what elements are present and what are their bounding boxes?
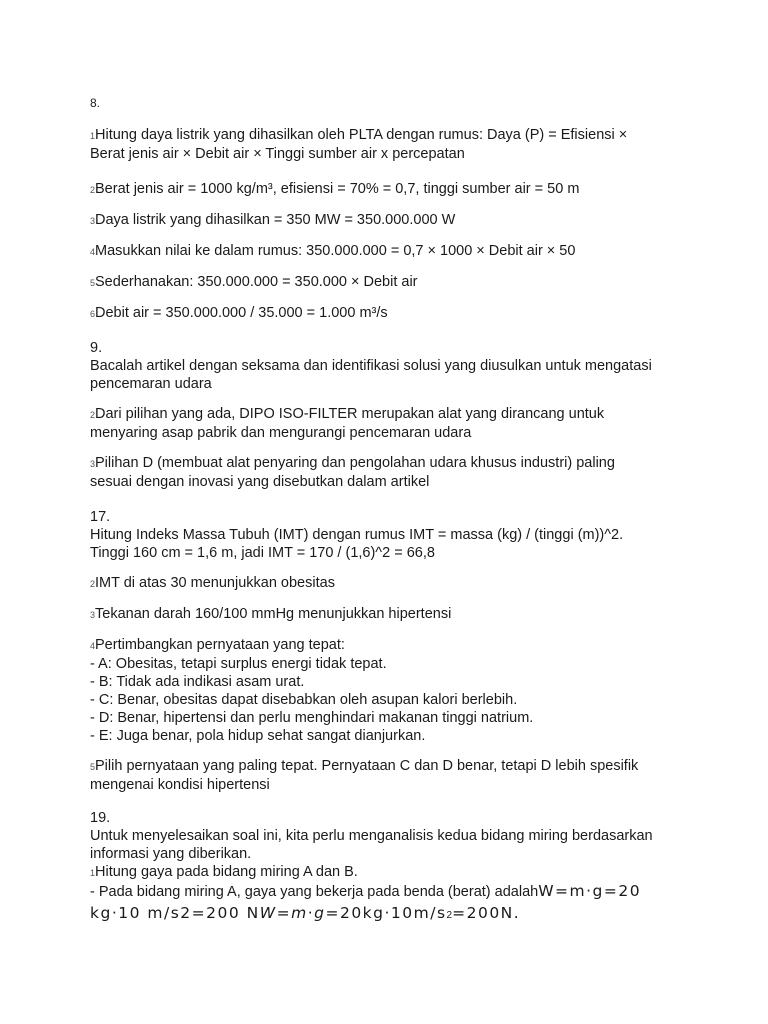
- step-text: menyaring asap pabrik dan mengurangi pencemaran udara: [90, 425, 472, 441]
- math-variable: m: [291, 904, 308, 922]
- step-number: 4: [90, 641, 96, 651]
- step-number: 5: [90, 278, 96, 288]
- step-number: 6: [90, 309, 96, 319]
- question-19: [90, 809, 690, 882]
- q8-step-2: [90, 180, 690, 199]
- math-superscript: 2: [446, 910, 453, 921]
- q9-step-3: [90, 454, 690, 491]
- step-text: mengenai kondisi hipertensi: [90, 777, 270, 793]
- step-text: Daya listrik yang dihasilkan = 350 MW = 350.000.000 W: [95, 212, 456, 228]
- step-text: Berat jenis air = 1000 kg/m³, efisiensi = 70% = 0,7, tinggi sumber air = 50 m: [95, 181, 580, 197]
- question-9: [90, 339, 690, 393]
- step-text: Masukkan nilai ke dalam rumus: 350.000.000 = 0,7 × 1000 × Debit air × 50: [95, 243, 576, 259]
- q9-step-2: [90, 405, 690, 442]
- math-symbol: ·: [307, 904, 315, 922]
- step-text: Hitung gaya pada bidang miring A dan B.: [95, 864, 358, 880]
- question-8-number: 8.: [90, 96, 101, 110]
- math-variable: W: [259, 904, 277, 922]
- step-text: Sederhanakan: 350.000.000 = 350.000 × Debit air: [95, 274, 418, 290]
- math-expression: W=m·g=20: [538, 882, 642, 900]
- math-symbol: =: [276, 904, 292, 922]
- option-line: - E: Juga benar, pola hidup sehat sangat dianjurkan.: [90, 728, 426, 744]
- question-9-number: 9.: [90, 340, 103, 356]
- step-number: 3: [90, 459, 96, 469]
- step-number: 3: [90, 610, 96, 620]
- question-17-number: 17.: [90, 509, 111, 525]
- step-number: 3: [90, 216, 96, 226]
- q8-step-3: [90, 211, 690, 230]
- step-text: Dari pilihan yang ada, DIPO ISO-FILTER merupakan alat yang dirancang untuk: [95, 406, 605, 422]
- option-line: - C: Benar, obesitas dapat disebabkan oleh asupan kalori berlebih.: [90, 692, 518, 708]
- step-number: 2: [90, 579, 96, 589]
- step-text: Tekanan darah 160/100 mmHg menunjukkan hipertensi: [95, 606, 452, 622]
- step-text: Hitung daya listrik yang dihasilkan oleh PLTA dengan rumus: Daya (P) = Efisiensi ×: [95, 127, 628, 143]
- step-text: IMT di atas 30 menunjukkan obesitas: [95, 575, 335, 591]
- q19-weight-line: [90, 880, 768, 924]
- q8-step-1: [90, 126, 690, 163]
- step-number: 5: [90, 762, 96, 772]
- question-19-number: 19.: [90, 810, 111, 826]
- q9-intro-line: Bacalah artikel dengan seksama dan identifikasi solusi yang diusulkan untuk mengatasi: [90, 358, 652, 374]
- question-17: [90, 508, 690, 562]
- math-variable: g: [314, 904, 326, 922]
- q17-intro-line: Tinggi 160 cm = 1,6 m, jadi IMT = 170 / (1,6)^2 = 66,8: [90, 545, 435, 561]
- q8-step-6: [90, 304, 690, 323]
- option-line: - A: Obesitas, tetapi surplus energi tidak tepat.: [90, 656, 387, 672]
- math-expression: =20kg·10m/s: [325, 904, 447, 922]
- step-text: Pertimbangkan pernyataan yang tepat:: [95, 637, 345, 653]
- math-expression: =200N.: [452, 904, 521, 922]
- q17-step-4: [90, 636, 690, 745]
- q19-intro-line: informasi yang diberikan.: [90, 846, 252, 862]
- math-expression: kg·10 m/s2=200 N: [90, 904, 260, 922]
- q19-intro-line: Untuk menyelesaikan soal ini, kita perlu menganalisis kedua bidang miring berdasarkan: [90, 828, 653, 844]
- step-text: Berat jenis air × Debit air × Tinggi sumber air x percepatan: [90, 146, 465, 162]
- q17-step-5: [90, 757, 690, 794]
- q17-intro-line: Hitung Indeks Massa Tubuh (IMT) dengan rumus IMT = massa (kg) / (tinggi (m))^2.: [90, 527, 624, 543]
- step-text: sesuai dengan inovasi yang disebutkan dalam artikel: [90, 474, 430, 490]
- q8-step-4: [90, 242, 690, 261]
- q17-step-2: [90, 574, 690, 593]
- step-text: Pilihan D (membuat alat penyaring dan pengolahan udara khusus industri) paling: [95, 455, 615, 471]
- step-number: 1: [90, 868, 96, 878]
- step-number: 2: [90, 185, 96, 195]
- step-text: Pilih pernyataan yang paling tepat. Pernyataan C dan D benar, tetapi D lebih spesifik: [95, 758, 639, 774]
- step-text: Debit air = 350.000.000 / 35.000 = 1.000 m³/s: [95, 305, 388, 321]
- q17-step-3: [90, 605, 690, 624]
- q9-intro-line: pencemaran udara: [90, 376, 212, 392]
- option-line: - D: Benar, hipertensi dan perlu menghindari makanan tinggi natrium.: [90, 710, 534, 726]
- weight-text: - Pada bidang miring A, gaya yang bekerja pada benda (berat) adalah: [90, 884, 539, 900]
- step-number: 2: [90, 410, 96, 420]
- option-line: - B: Tidak ada indikasi asam urat.: [90, 674, 305, 690]
- step-number: 1: [90, 131, 96, 141]
- step-number: 4: [90, 247, 96, 257]
- q8-step-5: [90, 273, 690, 292]
